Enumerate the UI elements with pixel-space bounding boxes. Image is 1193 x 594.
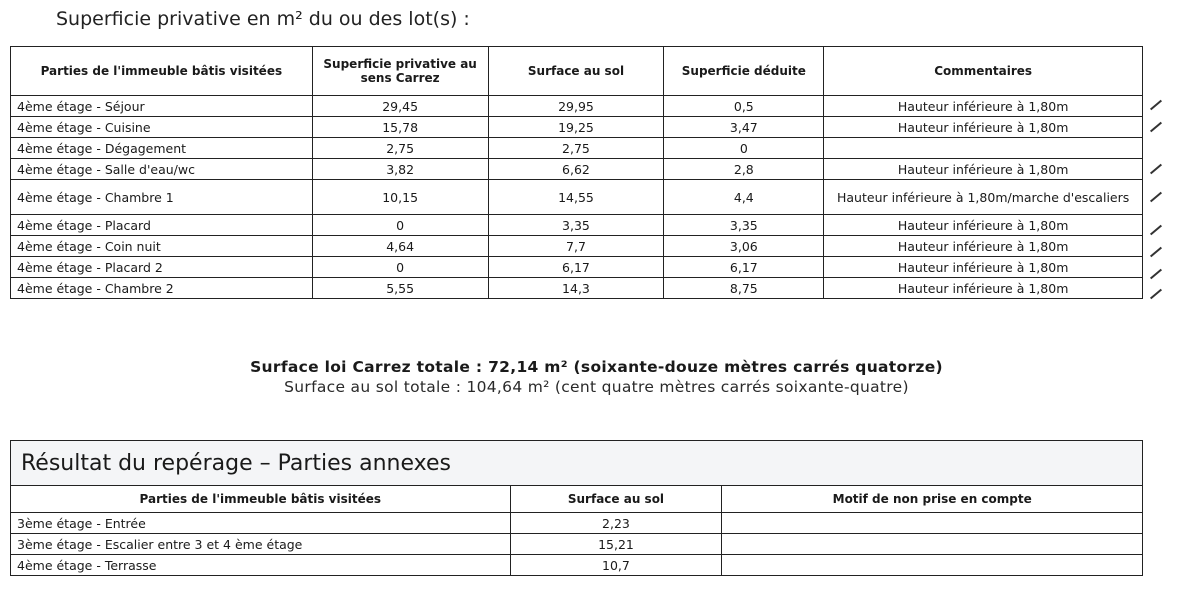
annex-header-row xyxy=(11,486,1143,513)
cell-sol: 2,23 xyxy=(510,513,722,534)
check-mark xyxy=(1150,122,1162,133)
col-header-superficie-deduite: Superficie déduite xyxy=(664,47,824,96)
table-row xyxy=(11,117,1143,138)
cell-deduite: 3,06 xyxy=(664,236,824,257)
cell-part: 4ème étage - Coin nuit xyxy=(11,236,313,257)
col-header-surface-sol: Surface au sol xyxy=(510,486,722,513)
cell-comment: Hauteur inférieure à 1,80m xyxy=(824,278,1143,299)
cell-part: 4ème étage - Cuisine xyxy=(11,117,313,138)
cell-motif xyxy=(722,555,1143,576)
cell-comment: Hauteur inférieure à 1,80m xyxy=(824,159,1143,180)
annex-table xyxy=(10,440,1143,576)
cell-deduite: 0,5 xyxy=(664,96,824,117)
cell-deduite: 0 xyxy=(664,138,824,159)
col-header-commentaires: Commentaires xyxy=(824,47,1143,96)
cell-carrez: 0 xyxy=(312,257,488,278)
cell-deduite: 8,75 xyxy=(664,278,824,299)
col-header-parts: Parties de l'immeuble bâtis visitées xyxy=(11,47,313,96)
carrez-table xyxy=(10,46,1143,299)
table-row xyxy=(11,96,1143,117)
cell-sol: 29,95 xyxy=(488,96,664,117)
cell-motif xyxy=(722,534,1143,555)
cell-deduite: 2,8 xyxy=(664,159,824,180)
cell-deduite: 3,47 xyxy=(664,117,824,138)
table-row xyxy=(11,513,1143,534)
cell-carrez: 4,64 xyxy=(312,236,488,257)
cell-part: 4ème étage - Salle d'eau/wc xyxy=(11,159,313,180)
cell-comment: Hauteur inférieure à 1,80m xyxy=(824,117,1143,138)
cell-part: 3ème étage - Escalier entre 3 et 4 ème étage xyxy=(11,534,511,555)
table-row xyxy=(11,278,1143,299)
table-row xyxy=(11,257,1143,278)
cell-sol: 19,25 xyxy=(488,117,664,138)
section-heading: Superficie privative en m² du ou des lot(s) : xyxy=(56,8,470,30)
cell-sol: 14,3 xyxy=(488,278,664,299)
check-mark xyxy=(1150,225,1162,236)
cell-part: 4ème étage - Placard 2 xyxy=(11,257,313,278)
cell-part: 4ème étage - Terrasse xyxy=(11,555,511,576)
cell-carrez: 5,55 xyxy=(312,278,488,299)
cell-sol: 14,55 xyxy=(488,180,664,215)
check-mark xyxy=(1150,100,1162,111)
cell-part: 3ème étage - Entrée xyxy=(11,513,511,534)
check-mark xyxy=(1150,269,1162,280)
check-mark xyxy=(1150,192,1162,203)
carrez-header-row xyxy=(11,47,1143,96)
cell-deduite: 6,17 xyxy=(664,257,824,278)
table-row xyxy=(11,180,1143,215)
cell-comment: Hauteur inférieure à 1,80m xyxy=(824,236,1143,257)
table-row xyxy=(11,534,1143,555)
col-header-motif: Motif de non prise en compte xyxy=(722,486,1143,513)
cell-carrez: 29,45 xyxy=(312,96,488,117)
cell-part: 4ème étage - Placard xyxy=(11,215,313,236)
annex-title: Résultat du repérage – Parties annexes xyxy=(11,441,1143,486)
total-sol: Surface au sol totale : 104,64 m² (cent quatre mètres carrés soixante-quatre) xyxy=(284,378,909,396)
totals-block xyxy=(0,358,1193,396)
cell-comment: Hauteur inférieure à 1,80m xyxy=(824,96,1143,117)
cell-deduite: 3,35 xyxy=(664,215,824,236)
table-row xyxy=(11,215,1143,236)
cell-comment xyxy=(824,138,1143,159)
cell-carrez: 2,75 xyxy=(312,138,488,159)
cell-deduite: 4,4 xyxy=(664,180,824,215)
cell-sol: 10,7 xyxy=(510,555,722,576)
cell-carrez: 3,82 xyxy=(312,159,488,180)
table-row xyxy=(11,159,1143,180)
table-row xyxy=(11,555,1143,576)
total-carrez: Surface loi Carrez totale : 72,14 m² (soixante-douze mètres carrés quatorze) xyxy=(250,358,943,376)
cell-part: 4ème étage - Chambre 2 xyxy=(11,278,313,299)
check-mark xyxy=(1150,289,1162,300)
cell-sol: 2,75 xyxy=(488,138,664,159)
cell-carrez: 10,15 xyxy=(312,180,488,215)
cell-comment: Hauteur inférieure à 1,80m/marche d'escaliers xyxy=(824,180,1143,215)
table-row xyxy=(11,236,1143,257)
cell-comment: Hauteur inférieure à 1,80m xyxy=(824,257,1143,278)
cell-carrez: 0 xyxy=(312,215,488,236)
cell-part: 4ème étage - Séjour xyxy=(11,96,313,117)
cell-part: 4ème étage - Chambre 1 xyxy=(11,180,313,215)
cell-sol: 7,7 xyxy=(488,236,664,257)
check-mark xyxy=(1150,164,1162,175)
cell-sol: 6,17 xyxy=(488,257,664,278)
table-row xyxy=(11,138,1143,159)
cell-carrez: 15,78 xyxy=(312,117,488,138)
cell-motif xyxy=(722,513,1143,534)
cell-sol: 15,21 xyxy=(510,534,722,555)
col-header-surface-sol: Surface au sol xyxy=(488,47,664,96)
col-header-carrez: Superficie privative au sens Carrez xyxy=(312,47,488,96)
cell-comment: Hauteur inférieure à 1,80m xyxy=(824,215,1143,236)
cell-sol: 6,62 xyxy=(488,159,664,180)
check-mark xyxy=(1150,247,1162,258)
cell-sol: 3,35 xyxy=(488,215,664,236)
col-header-parts: Parties de l'immeuble bâtis visitées xyxy=(11,486,511,513)
cell-part: 4ème étage - Dégagement xyxy=(11,138,313,159)
